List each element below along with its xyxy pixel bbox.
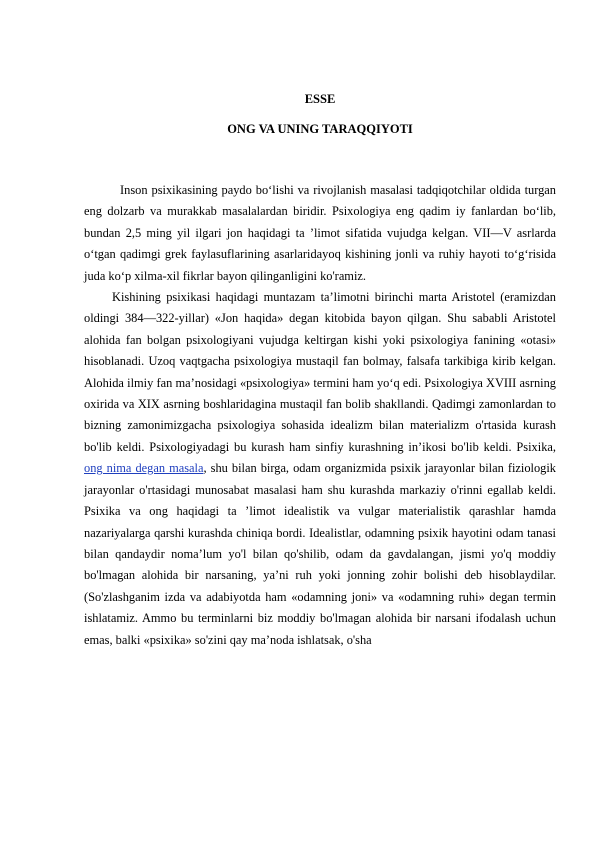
paragraph-2-text-after-link: , shu bilan birga, odam organizmida psixik jarayonlar bilan fiziologik jarayonlar o'rtasidagi munosabat masalasi ham shu kurashda markaziy o'rinni egallab keldi. Psixika va ong haqidagi ta ’limot idealistik va vulgar materialistik qarashlar hamda nazariyalarga qarshi kurashda chiniqa bordi. Idealistlar, odamning psixik hayotini odam tanasi bilan qandaydir noma’lum yo'l bilan qo'shilib, odam da gavdalangan, jismi yo'q moddiy bo'lmagan alohida bir narsaning, ya’ni ruh yoki jonning zohir bolishi deb hisoblaydilar. (So'zlashganim izda va adabiyotda ham «odamning joni» va «odamning ruhi» degan termin ishlatamiz. Ammo bu terminlarni biz moddiy bo'lmagan alohida bir narsani ifodalash uchun emas, balki «psixika» so'zini qay ma’noda ishlatsak, o'sha — [84, 461, 557, 647]
paragraph-2-text-before-link: Kishining psixikasi haqidagi muntazam ta’limotni birinchi marta Aristotel (eramizdan oldingi 384—322-yillar) «Jon haqida» degan kitobida bayon qilgan. Shu sababli Aristotel alohida fan bolgan psixologiyani vujudga keltirgan kishi yoki psixologiya fanining «otasi» hisoblanadi. Uzoq vaqtgacha psixologiya mustaqil fan bolmay, falsafa tarkibiga kirib kelgan. Alohida ilmiy fan ma’nosidagi «psixologiya» termini ham yo‘q edi. Psixologiya XVIII asrning oxirida va XIX asrning boshlaridagina mustaqil fan bolib shakllandi. Qadimgi zamonlardan to bizning zamonimizgacha psixologiya sohasida idealizm bilan materializm o'rtasida kurash bo'lib keldi. Psixologiyadagi bu kurash ham sinfiy kurashning in’ikosi bo'lib keldi. Psixika, — [84, 290, 556, 454]
document-title: ESSE — [304, 92, 336, 106]
document-body — [84, 180, 556, 651]
inline-link-ong-nima[interactable]: ong nima degan masala — [84, 461, 204, 476]
paragraph-2 — [84, 287, 556, 651]
paragraph-1: Inson psixikasining paydo bo‘lishi va rivojlanish masalasi tadqiqotchilar oldida turgan eng dolzarb va murakkab masalalardan biridir. Psixologiya eng qadim iy fanlardan bo‘lib, bundan 2,5 ming yil ilgari jon haqidagi ta ’limot sifatida vujudga kelgan. VII—V asrlarda o‘tgan qadimgi grek faylasuflarining asarlaridayoq kishining jonli va ruhiy hayoti to‘g‘risida juda ko‘p xilma-xil fikrlar bayon qilinganligini ko'ramiz. — [84, 183, 556, 283]
document-subtitle: ONG VA UNING TARAQQIYOTI — [227, 122, 413, 136]
